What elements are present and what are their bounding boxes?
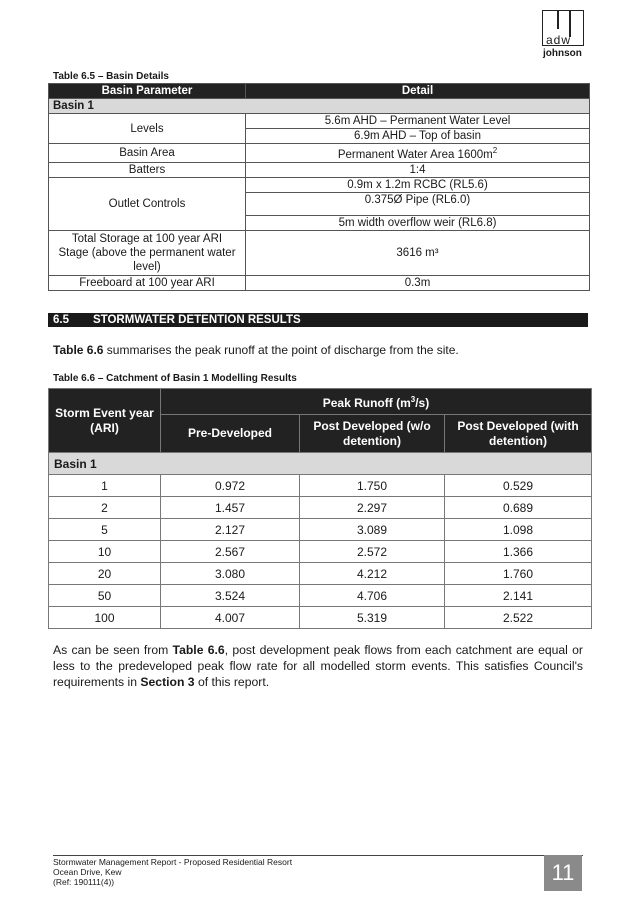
table-6-5-caption: Table 6.5 – Basin Details	[53, 71, 169, 82]
table-row: 1 0.972 1.750 0.529	[49, 475, 592, 497]
footer-divider	[53, 855, 583, 856]
table-row: 5 2.127 3.089 1.098	[49, 519, 592, 541]
table-row: 2 1.457 2.297 0.689	[49, 497, 592, 519]
table-row: 20 3.080 4.212 1.760	[49, 563, 592, 585]
table-row: 10 2.567 2.572 1.366	[49, 541, 592, 563]
section-row: Basin 1	[49, 453, 592, 475]
column-header: Pre-Developed	[161, 415, 300, 453]
param-storage: Total Storage at 100 year ARI Stage (above the permanent water level)	[49, 230, 246, 275]
table-row: 100 4.007 5.319 2.522	[49, 607, 592, 629]
detail-cell: 5m width overflow weir (RL6.8)	[246, 215, 590, 230]
detail-cell: 1:4	[246, 162, 590, 177]
detail-cell: 6.9m AHD – Top of basin	[246, 129, 590, 144]
param-freeboard: Freeboard at 100 year ARI	[49, 275, 246, 290]
table-ref: Table 6.6	[53, 343, 104, 357]
section-number: 6.5	[53, 314, 69, 326]
param-outlet: Outlet Controls	[49, 177, 246, 230]
storm-event-header: Storm Event year (ARI)	[49, 389, 161, 453]
footer-text: Stormwater Management Report - Proposed Residential Resort Ocean Drive, Kew (Ref: 190111(4))	[53, 857, 293, 887]
modelling-results-table	[48, 388, 592, 629]
detail-cell: 3616 m³	[246, 230, 590, 275]
column-header: Basin Parameter	[49, 84, 246, 99]
logo-subtext: johnson	[543, 48, 582, 59]
detail-cell: 0.375Ø Pipe (RL6.0)	[246, 192, 590, 215]
param-basin-area: Basin Area	[49, 144, 246, 163]
intro-paragraph: Table 6.6 summarises the peak runoff at the point of discharge from the site.	[53, 343, 459, 357]
column-header: Detail	[246, 84, 590, 99]
column-header: Post Developed (with detention)	[445, 415, 592, 453]
detail-cell: Permanent Water Area $1600m^2$	[246, 144, 590, 163]
company-logo	[542, 10, 588, 60]
section-title: STORMWATER DETENTION RESULTS	[93, 314, 301, 326]
section-heading	[48, 313, 588, 327]
detail-cell: 0.9m x 1.2m RCBC (RL5.6)	[246, 177, 590, 192]
detail-cell: 0.3m	[246, 275, 590, 290]
section-row: Basin 1	[49, 99, 590, 114]
table-6-6-caption: Table 6.6 – Catchment of Basin 1 Modelling Results	[53, 373, 297, 384]
logo-mark	[542, 10, 584, 46]
section-ref: Section 3	[140, 675, 195, 689]
column-header: Post Developed (w/o detention)	[300, 415, 445, 453]
param-levels: Levels	[49, 114, 246, 144]
table-row: 50 3.524 4.706 2.141	[49, 585, 592, 607]
param-batters: Batters	[49, 162, 246, 177]
logo-text: adw	[546, 33, 572, 47]
detail-cell: 5.6m AHD – Permanent Water Level	[246, 114, 590, 129]
basin-details-table	[48, 83, 590, 291]
conclusion-paragraph: As can be seen from Table 6.6, post development peak flows from each catchment are equal or less to the predeveloped peak flow rate for all modelled storm events. This satisfies Council's requirements in Section 3 of this report.	[53, 643, 583, 689]
peak-runoff-header: Peak Runoff $(m^3/s)$	[161, 389, 592, 415]
page-number: 11	[544, 855, 582, 891]
table-ref: Table 6.6	[172, 643, 225, 657]
